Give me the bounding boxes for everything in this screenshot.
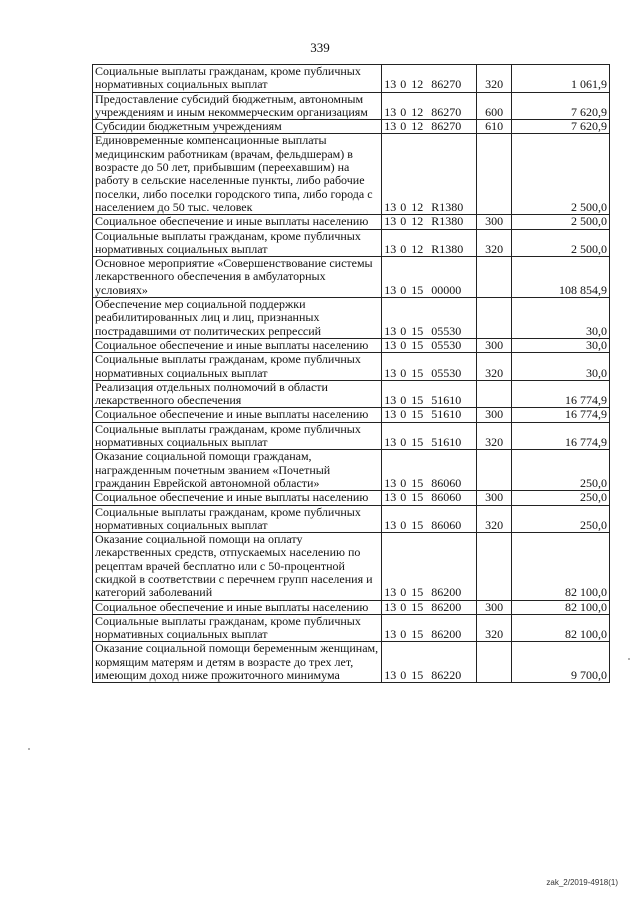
row-name: Социальные выплаты гражданам, кроме публичных нормативных социальных выплат xyxy=(93,65,382,93)
scan-dot xyxy=(28,748,30,750)
row-target-code xyxy=(382,505,477,533)
code-part: 86200 xyxy=(431,627,462,642)
code-part: 13 xyxy=(384,337,397,352)
code-part: 0 xyxy=(400,490,407,505)
code-part: 13 xyxy=(384,599,397,614)
table-row xyxy=(93,257,610,298)
row-expense-type: 300 xyxy=(477,491,512,505)
code-part: 0 xyxy=(400,365,407,380)
code-part: 86060 xyxy=(431,475,462,490)
code-part: 15 xyxy=(411,490,424,505)
code-part: 05530 xyxy=(431,323,462,338)
code-part: 86060 xyxy=(431,517,462,532)
code-part: 12 xyxy=(411,214,424,229)
code-part: 51610 xyxy=(431,407,462,422)
row-name: Социальное обеспечение и иные выплаты населению xyxy=(93,215,382,229)
code-part: 13 xyxy=(384,282,397,297)
row-amount: 30,0 xyxy=(511,338,609,352)
table-row xyxy=(93,120,610,134)
table-row xyxy=(93,505,610,533)
code-part: 13 xyxy=(384,475,397,490)
code-part: 13 xyxy=(384,407,397,422)
code-part: 0 xyxy=(400,475,407,490)
code-part: 0 xyxy=(400,337,407,352)
row-target-code xyxy=(382,215,477,229)
code-part: 05530 xyxy=(431,365,462,380)
code-part: 0 xyxy=(400,282,407,297)
code-part: 12 xyxy=(411,77,424,92)
code-part: 86270 xyxy=(431,104,462,119)
row-target-code xyxy=(382,408,477,422)
row-name: Оказание социальной помощи на оплату лекарственных средств, отпускаемых населению по рецептам врачей бесплатно или с 50-процентной скидкой в соответствии с перечнем групп населения и категорий заболеваний xyxy=(93,533,382,600)
code-part: 15 xyxy=(411,475,424,490)
code-part: 13 xyxy=(384,393,397,408)
code-part: 0 xyxy=(400,435,407,450)
row-amount: 250,0 xyxy=(511,491,609,505)
code-part: 0 xyxy=(400,119,407,134)
row-name: Социальное обеспечение и иные выплаты населению xyxy=(93,338,382,352)
row-target-code xyxy=(382,380,477,408)
row-amount: 30,0 xyxy=(511,353,609,381)
code-part: 86200 xyxy=(431,585,462,600)
row-amount: 9 700,0 xyxy=(511,642,609,683)
row-expense-type xyxy=(477,450,512,491)
code-part: 13 xyxy=(384,435,397,450)
row-expense-type: 600 xyxy=(477,92,512,120)
code-part: 0 xyxy=(400,104,407,119)
code-part: 15 xyxy=(411,282,424,297)
row-expense-type xyxy=(477,257,512,298)
row-name: Оказание социальной помощи беременным женщинам, кормящим матерям и детям в возрасте до трех лет, имеющим доход ниже прожиточного минимума xyxy=(93,642,382,683)
table-row xyxy=(93,298,610,339)
code-part: 12 xyxy=(411,119,424,134)
row-expense-type: 320 xyxy=(477,614,512,642)
row-target-code xyxy=(382,134,477,215)
code-part: 15 xyxy=(411,585,424,600)
row-name: Основное мероприятие «Совершенствование системы лекарственного обеспечения в амбулаторных условиях» xyxy=(93,257,382,298)
row-amount: 82 100,0 xyxy=(511,614,609,642)
row-expense-type xyxy=(477,380,512,408)
code-part: 05530 xyxy=(431,337,462,352)
row-target-code xyxy=(382,450,477,491)
row-expense-type: 320 xyxy=(477,422,512,450)
row-target-code xyxy=(382,614,477,642)
code-part: 12 xyxy=(411,199,424,214)
row-target-code xyxy=(382,298,477,339)
row-expense-type xyxy=(477,642,512,683)
table-row xyxy=(93,380,610,408)
row-amount: 2 500,0 xyxy=(511,134,609,215)
row-expense-type: 320 xyxy=(477,505,512,533)
row-name: Социальные выплаты гражданам, кроме публичных нормативных социальных выплат xyxy=(93,229,382,257)
code-part: 86220 xyxy=(431,668,462,683)
code-part: 86200 xyxy=(431,599,462,614)
row-expense-type: 320 xyxy=(477,353,512,381)
row-target-code xyxy=(382,120,477,134)
table-row xyxy=(93,422,610,450)
table-row xyxy=(93,215,610,229)
row-target-code xyxy=(382,229,477,257)
budget-table-body xyxy=(93,65,610,683)
row-name: Социальное обеспечение и иные выплаты населению xyxy=(93,408,382,422)
row-amount: 250,0 xyxy=(511,450,609,491)
row-expense-type xyxy=(477,533,512,600)
row-amount: 30,0 xyxy=(511,298,609,339)
table-row xyxy=(93,353,610,381)
row-amount: 7 620,9 xyxy=(511,120,609,134)
row-expense-type: 320 xyxy=(477,229,512,257)
document-code: zak_2/2019-4918(1) xyxy=(546,878,618,887)
code-part: 86270 xyxy=(431,119,462,134)
code-part: 12 xyxy=(411,104,424,119)
row-target-code xyxy=(382,422,477,450)
code-part: 13 xyxy=(384,517,397,532)
code-part: 15 xyxy=(411,668,424,683)
row-target-code xyxy=(382,642,477,683)
code-part: 0 xyxy=(400,517,407,532)
code-part: 86060 xyxy=(431,490,462,505)
page-number: 339 xyxy=(310,40,330,55)
code-part: 0 xyxy=(400,323,407,338)
row-amount: 16 774,9 xyxy=(511,422,609,450)
row-expense-type: 300 xyxy=(477,338,512,352)
code-part: 13 xyxy=(384,323,397,338)
row-expense-type: 300 xyxy=(477,408,512,422)
table-row xyxy=(93,642,610,683)
code-part: 0 xyxy=(400,627,407,642)
table-row xyxy=(93,450,610,491)
code-part: 0 xyxy=(400,585,407,600)
row-amount: 2 500,0 xyxy=(511,215,609,229)
table-row xyxy=(93,533,610,600)
row-target-code xyxy=(382,338,477,352)
row-amount: 7 620,9 xyxy=(511,92,609,120)
code-part: 13 xyxy=(384,199,397,214)
table-row xyxy=(93,491,610,505)
code-part: R1380 xyxy=(431,214,464,229)
row-target-code xyxy=(382,353,477,381)
row-amount: 82 100,0 xyxy=(511,600,609,614)
code-part: 15 xyxy=(411,407,424,422)
row-target-code xyxy=(382,491,477,505)
code-part: 51610 xyxy=(431,435,462,450)
row-expense-type: 300 xyxy=(477,215,512,229)
code-part: 13 xyxy=(384,241,397,256)
code-part: 15 xyxy=(411,435,424,450)
table-row xyxy=(93,408,610,422)
row-name: Социальные выплаты гражданам, кроме публичных нормативных социальных выплат xyxy=(93,353,382,381)
row-amount: 82 100,0 xyxy=(511,533,609,600)
row-name: Социальные выплаты гражданам, кроме публичных нормативных социальных выплат xyxy=(93,505,382,533)
code-part: 13 xyxy=(384,214,397,229)
code-part: 0 xyxy=(400,393,407,408)
table-row xyxy=(93,600,610,614)
code-part: 13 xyxy=(384,77,397,92)
row-name: Социальные выплаты гражданам, кроме публичных нормативных социальных выплат xyxy=(93,614,382,642)
row-name: Единовременные компенсационные выплаты медицинским работникам (врачам, фельдшерам) в возрасте до 50 лет, прибывшим (переехавшим) на работу в сельские населенные пункты, либо рабочие поселки, либо поселки городского типа, либо города с населением до 50 тыс. человек xyxy=(93,134,382,215)
code-part: 0 xyxy=(400,241,407,256)
code-part: 0 xyxy=(400,599,407,614)
row-amount: 16 774,9 xyxy=(511,408,609,422)
row-target-code xyxy=(382,92,477,120)
code-part: 15 xyxy=(411,517,424,532)
row-expense-type xyxy=(477,134,512,215)
row-name: Социальное обеспечение и иные выплаты населению xyxy=(93,600,382,614)
table-row xyxy=(93,65,610,93)
row-amount: 1 061,9 xyxy=(511,65,609,93)
code-part: 15 xyxy=(411,627,424,642)
row-amount: 16 774,9 xyxy=(511,380,609,408)
code-part: 0 xyxy=(400,668,407,683)
code-part: 15 xyxy=(411,365,424,380)
code-part: 15 xyxy=(411,599,424,614)
table-row xyxy=(93,229,610,257)
code-part: 00000 xyxy=(431,282,462,297)
row-target-code xyxy=(382,533,477,600)
code-part: 86270 xyxy=(431,77,462,92)
row-name: Обеспечение мер социальной поддержки реабилитированных лиц и лиц, признанных пострадавшими от политических репрессий xyxy=(93,298,382,339)
budget-table xyxy=(92,64,610,683)
row-name: Реализация отдельных полномочий в области лекарственного обеспечения xyxy=(93,380,382,408)
table-row xyxy=(93,92,610,120)
row-name: Социальные выплаты гражданам, кроме публичных нормативных социальных выплат xyxy=(93,422,382,450)
row-target-code xyxy=(382,257,477,298)
row-amount: 2 500,0 xyxy=(511,229,609,257)
row-name: Субсидии бюджетным учреждениям xyxy=(93,120,382,134)
code-part: 0 xyxy=(400,199,407,214)
row-amount: 250,0 xyxy=(511,505,609,533)
code-part: 15 xyxy=(411,393,424,408)
row-expense-type: 610 xyxy=(477,120,512,134)
code-part: 15 xyxy=(411,323,424,338)
table-row xyxy=(93,614,610,642)
row-expense-type xyxy=(477,298,512,339)
table-row xyxy=(93,134,610,215)
row-target-code xyxy=(382,600,477,614)
code-part: 13 xyxy=(384,585,397,600)
row-expense-type: 300 xyxy=(477,600,512,614)
row-name: Оказание социальной помощи гражданам, награжденным почетным званием «Почетный гражданин Еврейской автономной области» xyxy=(93,450,382,491)
code-part: 0 xyxy=(400,407,407,422)
code-part: 13 xyxy=(384,119,397,134)
row-name: Предоставление субсидий бюджетным, автономным учреждениям и иным некоммерческим организациям xyxy=(93,92,382,120)
row-amount: 108 854,9 xyxy=(511,257,609,298)
code-part: 0 xyxy=(400,214,407,229)
row-target-code xyxy=(382,65,477,93)
code-part: 13 xyxy=(384,365,397,380)
code-part: R1380 xyxy=(431,241,464,256)
code-part: 13 xyxy=(384,104,397,119)
code-part: 15 xyxy=(411,337,424,352)
row-expense-type: 320 xyxy=(477,65,512,93)
code-part: 13 xyxy=(384,668,397,683)
code-part: 12 xyxy=(411,241,424,256)
scan-dot xyxy=(628,658,630,660)
code-part: 0 xyxy=(400,77,407,92)
code-part: R1380 xyxy=(431,199,464,214)
row-name: Социальное обеспечение и иные выплаты населению xyxy=(93,491,382,505)
code-part: 51610 xyxy=(431,393,462,408)
code-part: 13 xyxy=(384,627,397,642)
code-part: 13 xyxy=(384,490,397,505)
table-row xyxy=(93,338,610,352)
